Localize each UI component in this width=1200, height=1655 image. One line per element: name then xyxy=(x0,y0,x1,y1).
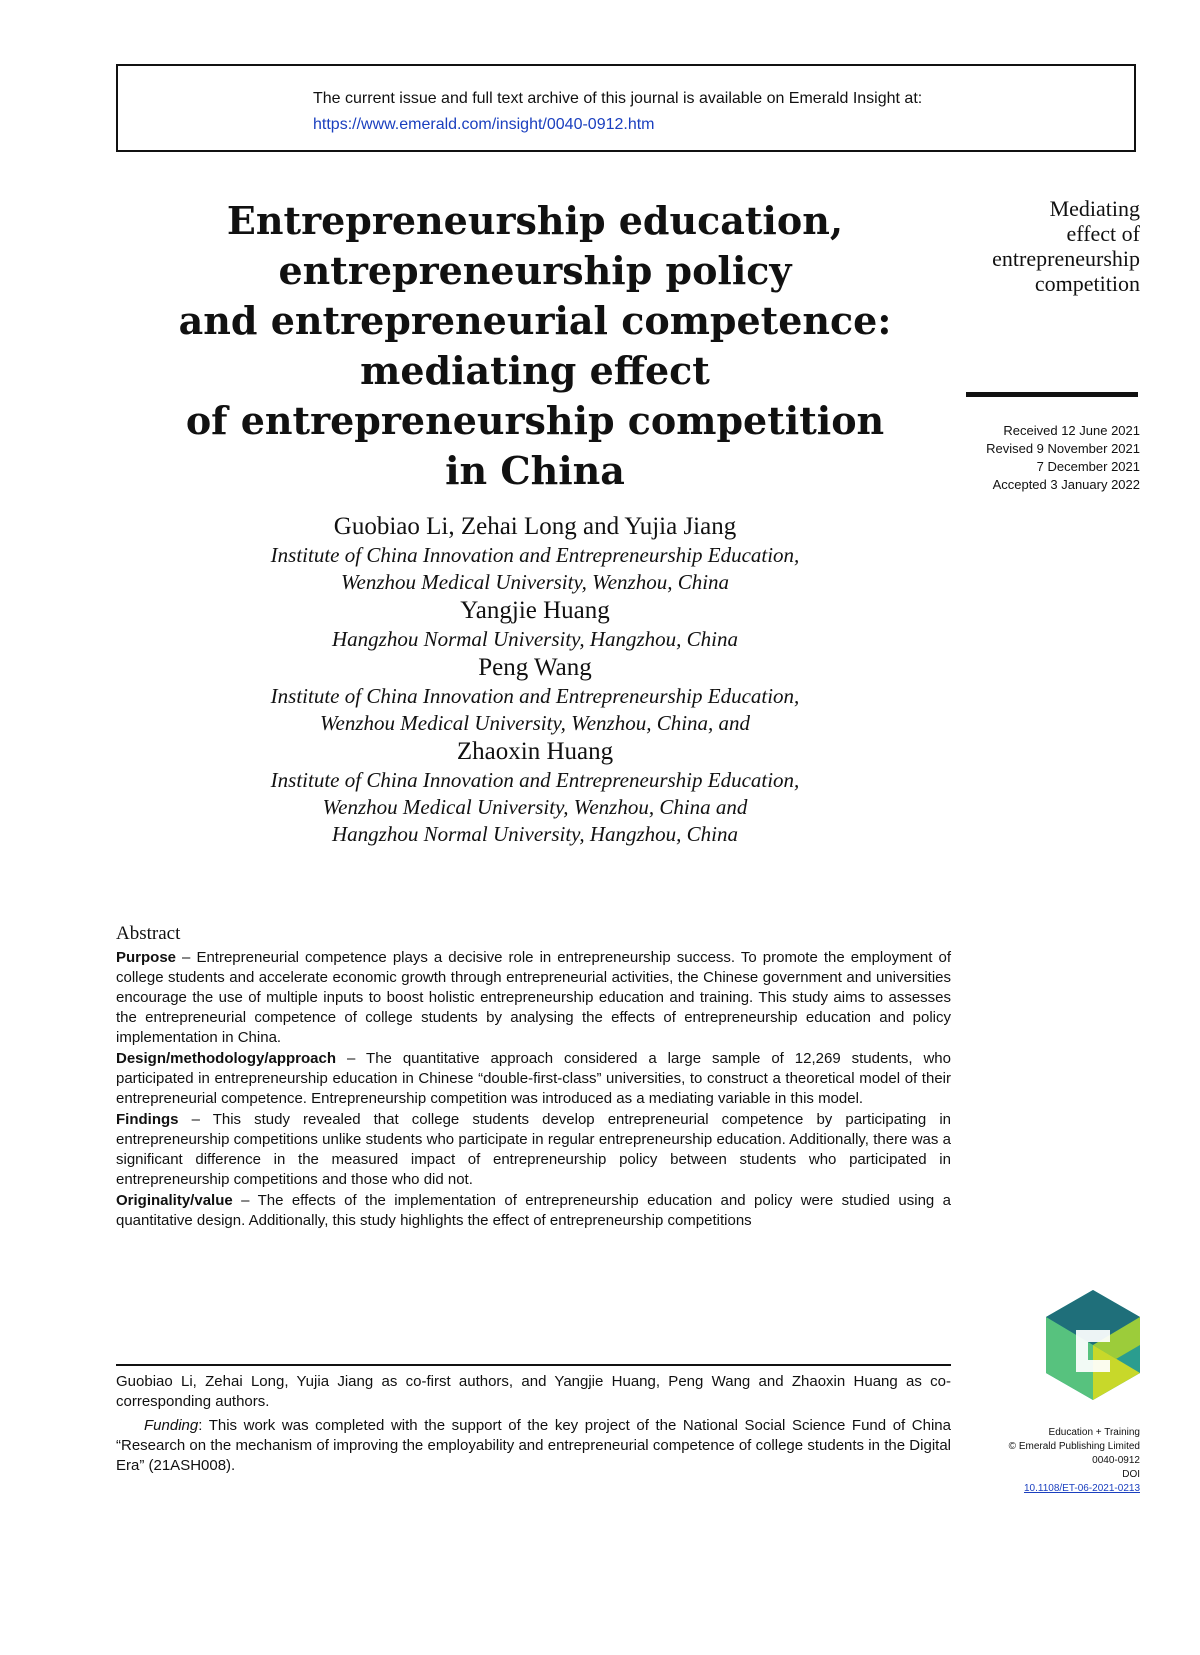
running-head-line: entrepreneurship xyxy=(992,246,1140,271)
running-head-line: competition xyxy=(1034,271,1140,296)
doi-line xyxy=(900,1468,1140,1496)
received-date: Received 12 June 2021 xyxy=(1003,423,1140,438)
margin-divider xyxy=(966,392,1138,397)
findings-text: – This study revealed that college students develop entrepreneurial competence by participating in entrepreneurship competitions unlike students who participate in regular entrepreneurship education. Additionally, there was a significant difference in the measured impact of entrepreneurship policy between students who participated in entrepreneurship competitions and those who did not. xyxy=(116,1111,951,1188)
abstract-purpose xyxy=(116,948,951,1048)
doi-link[interactable]: 10.1108/ET-06-2021-0213 xyxy=(1023,1483,1140,1494)
abstract-design xyxy=(116,1049,951,1109)
abstract-findings xyxy=(116,1110,951,1190)
article-history xyxy=(920,422,1140,494)
revised-date-2: 7 December 2021 xyxy=(1036,459,1140,474)
footnote xyxy=(116,1372,951,1480)
affiliation: Institute of China Innovation and Entrepreneurship Education, xyxy=(270,543,800,567)
archive-notice xyxy=(313,86,922,138)
article-title xyxy=(120,196,950,496)
affiliation: Hangzhou Normal University, Hangzhou, China xyxy=(331,627,738,651)
publication-info xyxy=(900,1426,1140,1496)
title-line: in China xyxy=(445,448,625,493)
author-note: Guobiao Li, Zehai Long, Yujia Jiang as co-first authors, and Yangjie Huang, Peng Wang and Zhaoxin Huang as co-corresponding authors. xyxy=(116,1373,951,1410)
affiliation: Hangzhou Normal University, Hangzhou, China xyxy=(331,822,738,846)
abstract-originality xyxy=(116,1191,951,1231)
publisher: © Emerald Publishing Limited xyxy=(1008,1441,1140,1452)
originality-label: Originality/value xyxy=(116,1192,233,1209)
doi-label: DOI xyxy=(1122,1469,1140,1480)
author-names: Guobiao Li, Zehai Long and Yujia Jiang xyxy=(333,513,737,540)
emerald-logo-icon xyxy=(1046,1290,1140,1400)
title-line: Entrepreneurship education, xyxy=(226,198,844,243)
funding-note xyxy=(116,1416,951,1476)
abstract-heading: Abstract xyxy=(116,923,181,944)
originality-text: – The effects of the implementation of entrepreneurship education and policy were studied using a quantitative design. Additionally, this study highlights the effect of entrepreneurship competitions xyxy=(116,1192,951,1229)
purpose-text: – Entrepreneurial competence plays a decisive role in entrepreneurship success. To promote the employment of college students and accelerate economic growth through entrepreneurial activities, the Chinese government and universities encourage the use of multiple inputs to boost holistic entrepreneurship education and training. This study aims to assesses the entrepreneurial competence of college students by analysing the effects of entrepreneurship education and policy implementation in China. xyxy=(116,949,951,1046)
running-head-line: effect of xyxy=(1066,221,1140,246)
title-line: of entrepreneurship competition xyxy=(185,398,885,443)
purpose-label: Purpose xyxy=(116,949,177,966)
findings-label: Findings xyxy=(116,1111,179,1128)
affiliation: Institute of China Innovation and Entrepreneurship Education, xyxy=(270,768,800,792)
running-head xyxy=(940,196,1140,296)
design-label: Design/methodology/approach xyxy=(116,1050,337,1067)
author-names: Yangjie Huang xyxy=(460,597,610,624)
affiliation: Wenzhou Medical University, Wenzhou, China xyxy=(340,570,730,594)
funding-label: Funding xyxy=(144,1417,199,1434)
design-text: – The quantitative approach considered a large sample of 12,269 students, who participated in entrepreneurship education in Chinese “double-first-class” universities, to construct a theoretical model of their entrepreneurial competence. Entrepreneurship competition was introduced as a mediating variable in this model. xyxy=(116,1050,951,1107)
author-names: Peng Wang xyxy=(478,654,592,681)
archive-notice-box xyxy=(116,64,1136,152)
revised-date: Revised 9 November 2021 xyxy=(986,441,1140,456)
footnote-divider xyxy=(116,1364,951,1366)
archive-notice-text: The current issue and full text archive of this journal is available on Emerald Insight at: xyxy=(313,90,923,107)
affiliation: Wenzhou Medical University, Wenzhou, China, and xyxy=(319,711,751,735)
title-line: mediating effect xyxy=(360,348,710,393)
author-block xyxy=(120,512,950,848)
funding-text: : This work was completed with the support of the key project of the National Social Science Fund of China “Research on the mechanism of improving the employability and entrepreneurial competence of college students in the Digital Era” (21ASH008). xyxy=(116,1417,951,1474)
accepted-date: Accepted 3 January 2022 xyxy=(992,477,1140,492)
title-line: and entrepreneurial competence: xyxy=(178,298,892,343)
author-names: Zhaoxin Huang xyxy=(456,738,614,765)
archive-link[interactable]: https://www.emerald.com/insight/0040-0912.htm xyxy=(313,116,655,133)
abstract xyxy=(116,924,951,1232)
issn: 0040-0912 xyxy=(1092,1455,1140,1466)
affiliation: Institute of China Innovation and Entrepreneurship Education, xyxy=(270,684,800,708)
affiliation: Wenzhou Medical University, Wenzhou, China and xyxy=(322,795,748,819)
running-head-line: Mediating xyxy=(1049,196,1140,221)
title-line: entrepreneurship policy xyxy=(278,248,792,293)
journal-name: Education + Training xyxy=(1048,1427,1140,1438)
